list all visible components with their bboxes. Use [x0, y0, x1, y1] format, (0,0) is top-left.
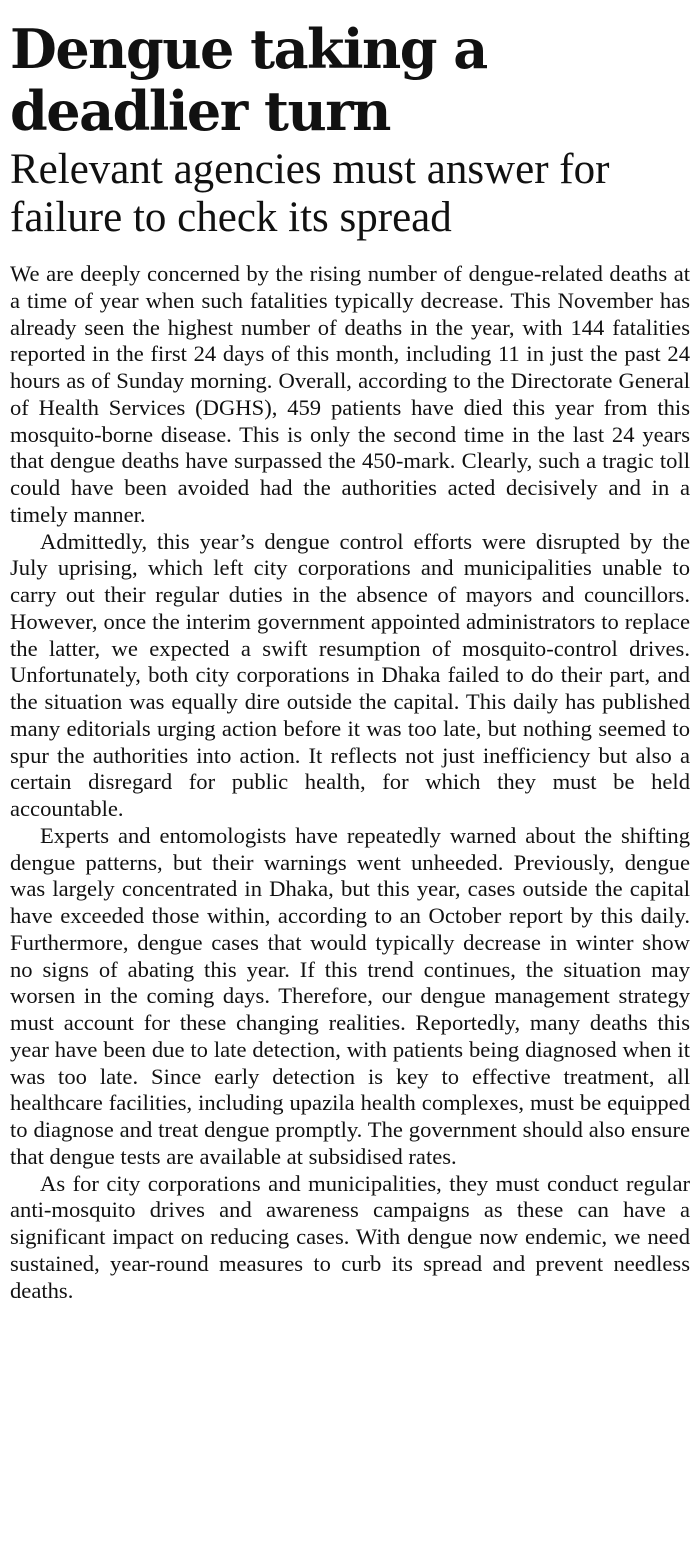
- paragraph-2: Admittedly, this year’s dengue control efforts were disrupted by the July uprising, which left city corporations and municipalities unable to carry out their regular duties in the absence of mayors and councillors. However, once the interim government appointed administrators to replace the latter, we expected a swift resumption of mosquito-control drives. Unfortunately, both city corporations in Dhaka failed to do their part, and the situation was equally dire outside the capital. This daily has published many editorials urging action before it was too late, but nothing seemed to spur the authorities into action. It reflects not just inefficiency but also a certain disregard for public health, for which they must be held accountable.: [10, 528, 690, 821]
- paragraph-4: As for city corporations and municipalities, they must conduct regular anti-mosquito drives and awareness campaigns as these can have a significant impact on reducing cases. With dengue now endemic, we need sustained, year-round measures to curb its spread and prevent needless deaths.: [10, 1170, 690, 1303]
- headline: Dengue taking a deadlier turn: [10, 17, 487, 143]
- article-body: [10, 261, 690, 1304]
- subheadline: Relevant agencies must answer for failure to check its spread: [10, 146, 610, 241]
- editorial-article: [10, 18, 690, 1304]
- paragraph-1: We are deeply concerned by the rising number of dengue-related deaths at a time of year when such fatalities typically decrease. This November has already seen the highest number of deaths in the year, with 144 fatalities reported in the first 24 days of this month, including 11 in just the past 24 hours as of Sunday morning. Overall, according to the Directorate General of Health Services (DGHS), 459 patients have died this year from this mosquito-borne disease. This is only the second time in the last 24 years that dengue deaths have surpassed the 450-mark. Clearly, such a tragic toll could have been avoided had the authorities acted decisively and in a timely manner.: [10, 261, 690, 527]
- paragraph-3: Experts and entomologists have repeatedly warned about the shifting dengue patterns, but their warnings went unheeded. Previously, dengue was largely concentrated in Dhaka, but this year, cases outside the capital have exceeded those within, according to an October report by this daily. Furthermore, dengue cases that would typically decrease in winter show no signs of abating this year. If this trend continues, the situation may worsen in the coming days. Therefore, our dengue management strategy must account for these changing realities. Reportedly, many deaths this year have been due to late detection, with patients being diagnosed when it was too late. Since early detection is key to effective treatment, all healthcare facilities, including upazila health complexes, must be equipped to diagnose and treat dengue promptly. The government should also ensure that dengue tests are available at subsidised rates.: [10, 822, 690, 1169]
